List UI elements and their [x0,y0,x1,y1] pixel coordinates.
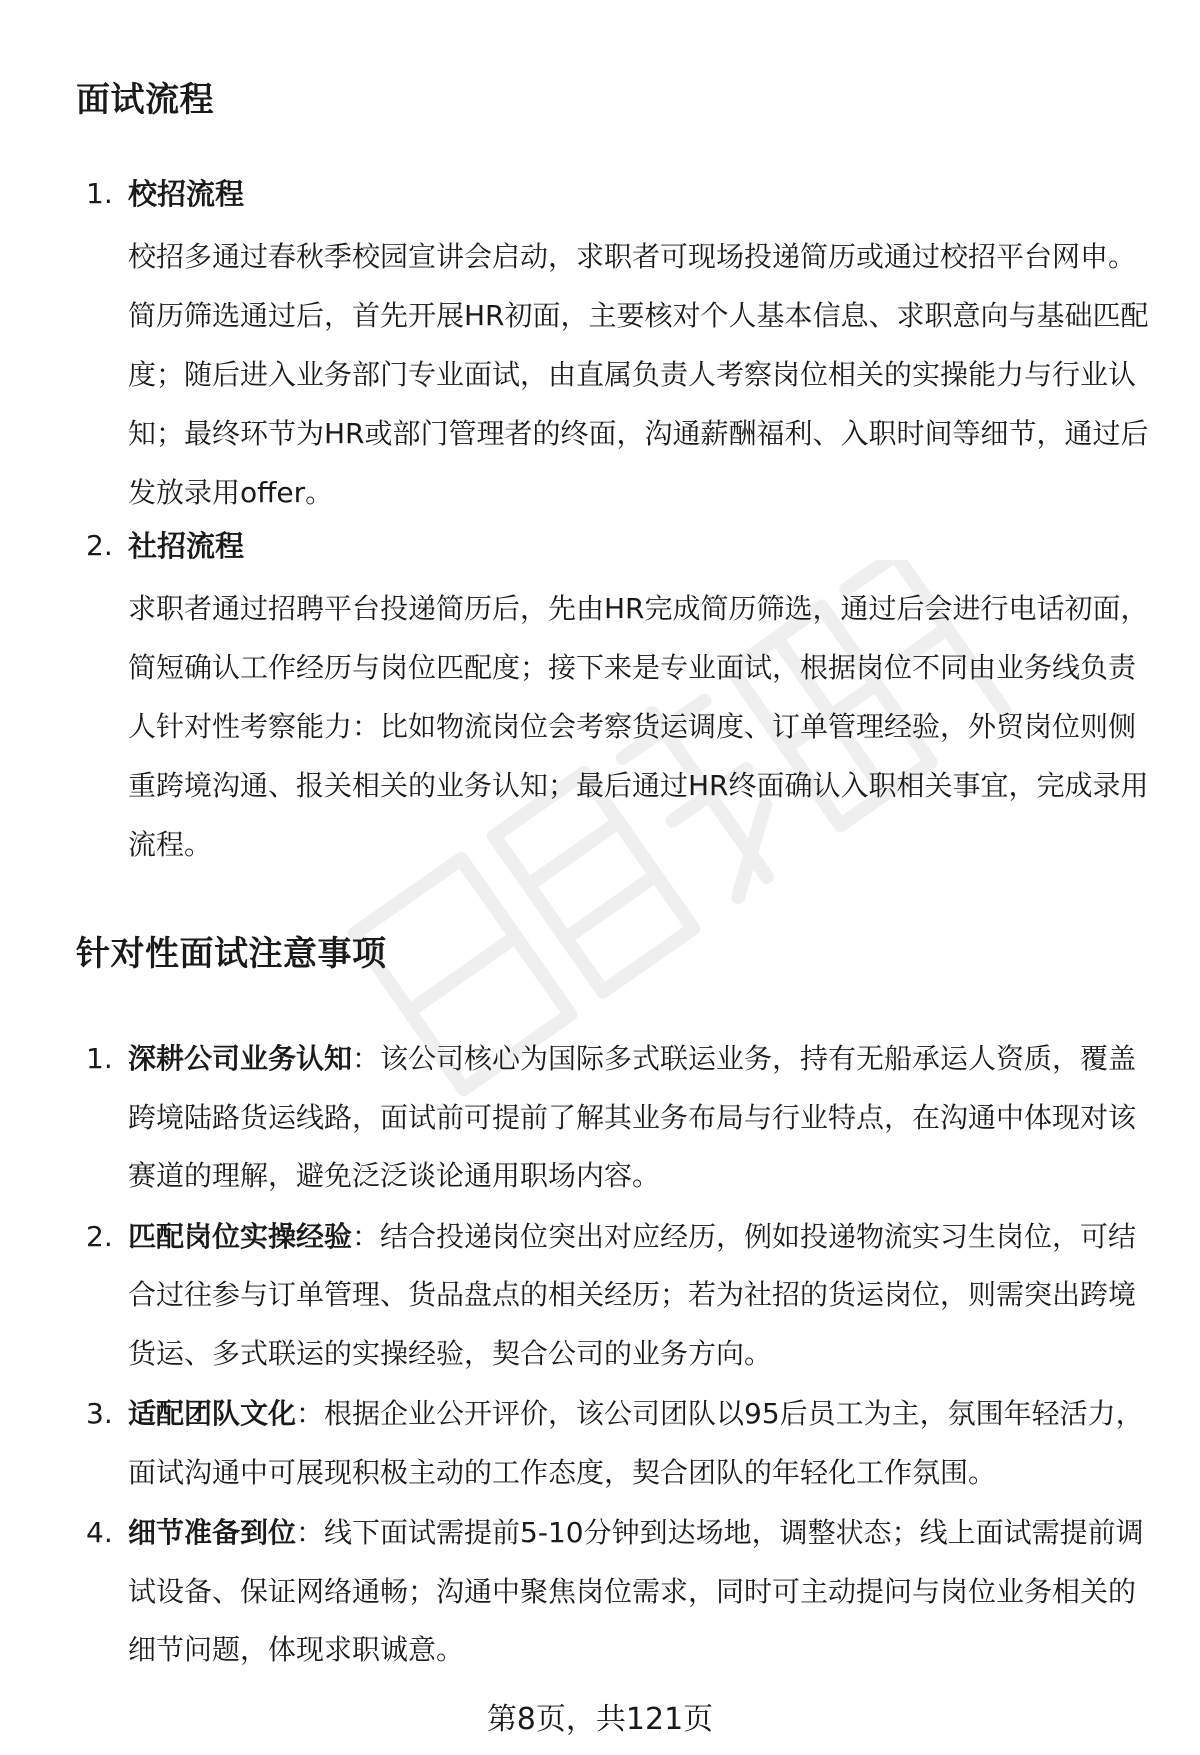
list-item-separator: ： [352,1219,381,1253]
list-item-body: 该公司核心为国际多式联运业务，持有无船承运人资质，覆盖跨境陆路货运线路，面试前可提前了解其业务布局与行业特点，在沟通中体现对该赛道的理解，避免泛泛谈论通用职场内容。 [128,1042,1137,1192]
list-item-lead: 适配团队文化 [128,1397,297,1430]
interview-tips-list [0,1030,1155,1682]
list-number: 1. [86,1042,113,1075]
list-number: 2. [86,1219,113,1253]
list-item [0,172,1155,522]
list-item-title: 校招流程 [128,177,245,211]
list-item [0,1208,1155,1384]
list-item-separator: ： [296,1397,325,1430]
list-number: 3. [86,1397,113,1430]
list-item-body: 校招多通过春秋季校园宣讲会启动，求职者可现场投递简历或通过校招平台网申。简历筛选通过后，首先开展HR初面，主要核对个人基本信息、求职意向与基础匹配度；随后进入业务部门专业面试，由直属负责人考察岗位相关的实操能力与行业认知；最终环节为HR或部门管理者的终面，沟通薪酬福利、入职时间等细节，通过后发放录用offer。 [128,240,1149,509]
section-title-interview-tips: 针对性面试注意事项 [76,934,387,974]
list-item-lead: 深耕公司业务认知 [128,1042,353,1075]
list-number: 4. [86,1516,113,1549]
list-item-body: 求职者通过招聘平台投递简历后，先由HR完成简历筛选，通过后会进行电话初面，简短确认工作经历与岗位匹配度；接下来是专业面试，根据岗位不同由业务线负责人针对性考察能力：比如物流岗位会考察货运调度、订单管理经验，外贸岗位则侧重跨境沟通、报关相关的业务认知；最后通过HR终面确认入职相关事宜，完成录用流程。 [128,592,1149,861]
list-item-lead: 匹配岗位实操经验 [128,1219,353,1253]
list-item-lead: 细节准备到位 [128,1516,297,1549]
list-item-body: 结合投递岗位突出对应经历，例如投递物流实习生岗位，可结合过往参与订单管理、货品盘点的相关经历；若为社招的货运岗位，则需突出跨境货运、多式联运的实操经验，契合公司的业务方向。 [128,1219,1137,1370]
list-item [0,1504,1155,1680]
list-item [0,1385,1155,1502]
interview-process-list [0,172,1155,876]
list-item-body: 根据企业公开评价，该公司团队以95后员工为主，氛围年轻活力，面试沟通中可展现积极主动的工作态度，契合团队的年轻化工作氛围。 [128,1397,1144,1489]
list-number: 2. [86,529,113,562]
list-item-body: 线下面试需提前5-10分钟到达场地，调整状态；线上面试需提前调试设备、保证网络通畅；沟通中聚焦岗位需求，同时可主动提问与岗位业务相关的细节问题，体现求职诚意。 [128,1516,1144,1666]
list-item [0,524,1155,874]
list-item-title: 社招流程 [128,529,245,563]
page-number-footer: 第8页，共121页 [486,1702,714,1737]
list-item-separator: ： [296,1516,325,1549]
list-item-separator: ： [352,1042,381,1075]
section-title-interview-process: 面试流程 [76,80,214,120]
list-item [0,1030,1155,1206]
list-number: 1. [86,177,113,210]
